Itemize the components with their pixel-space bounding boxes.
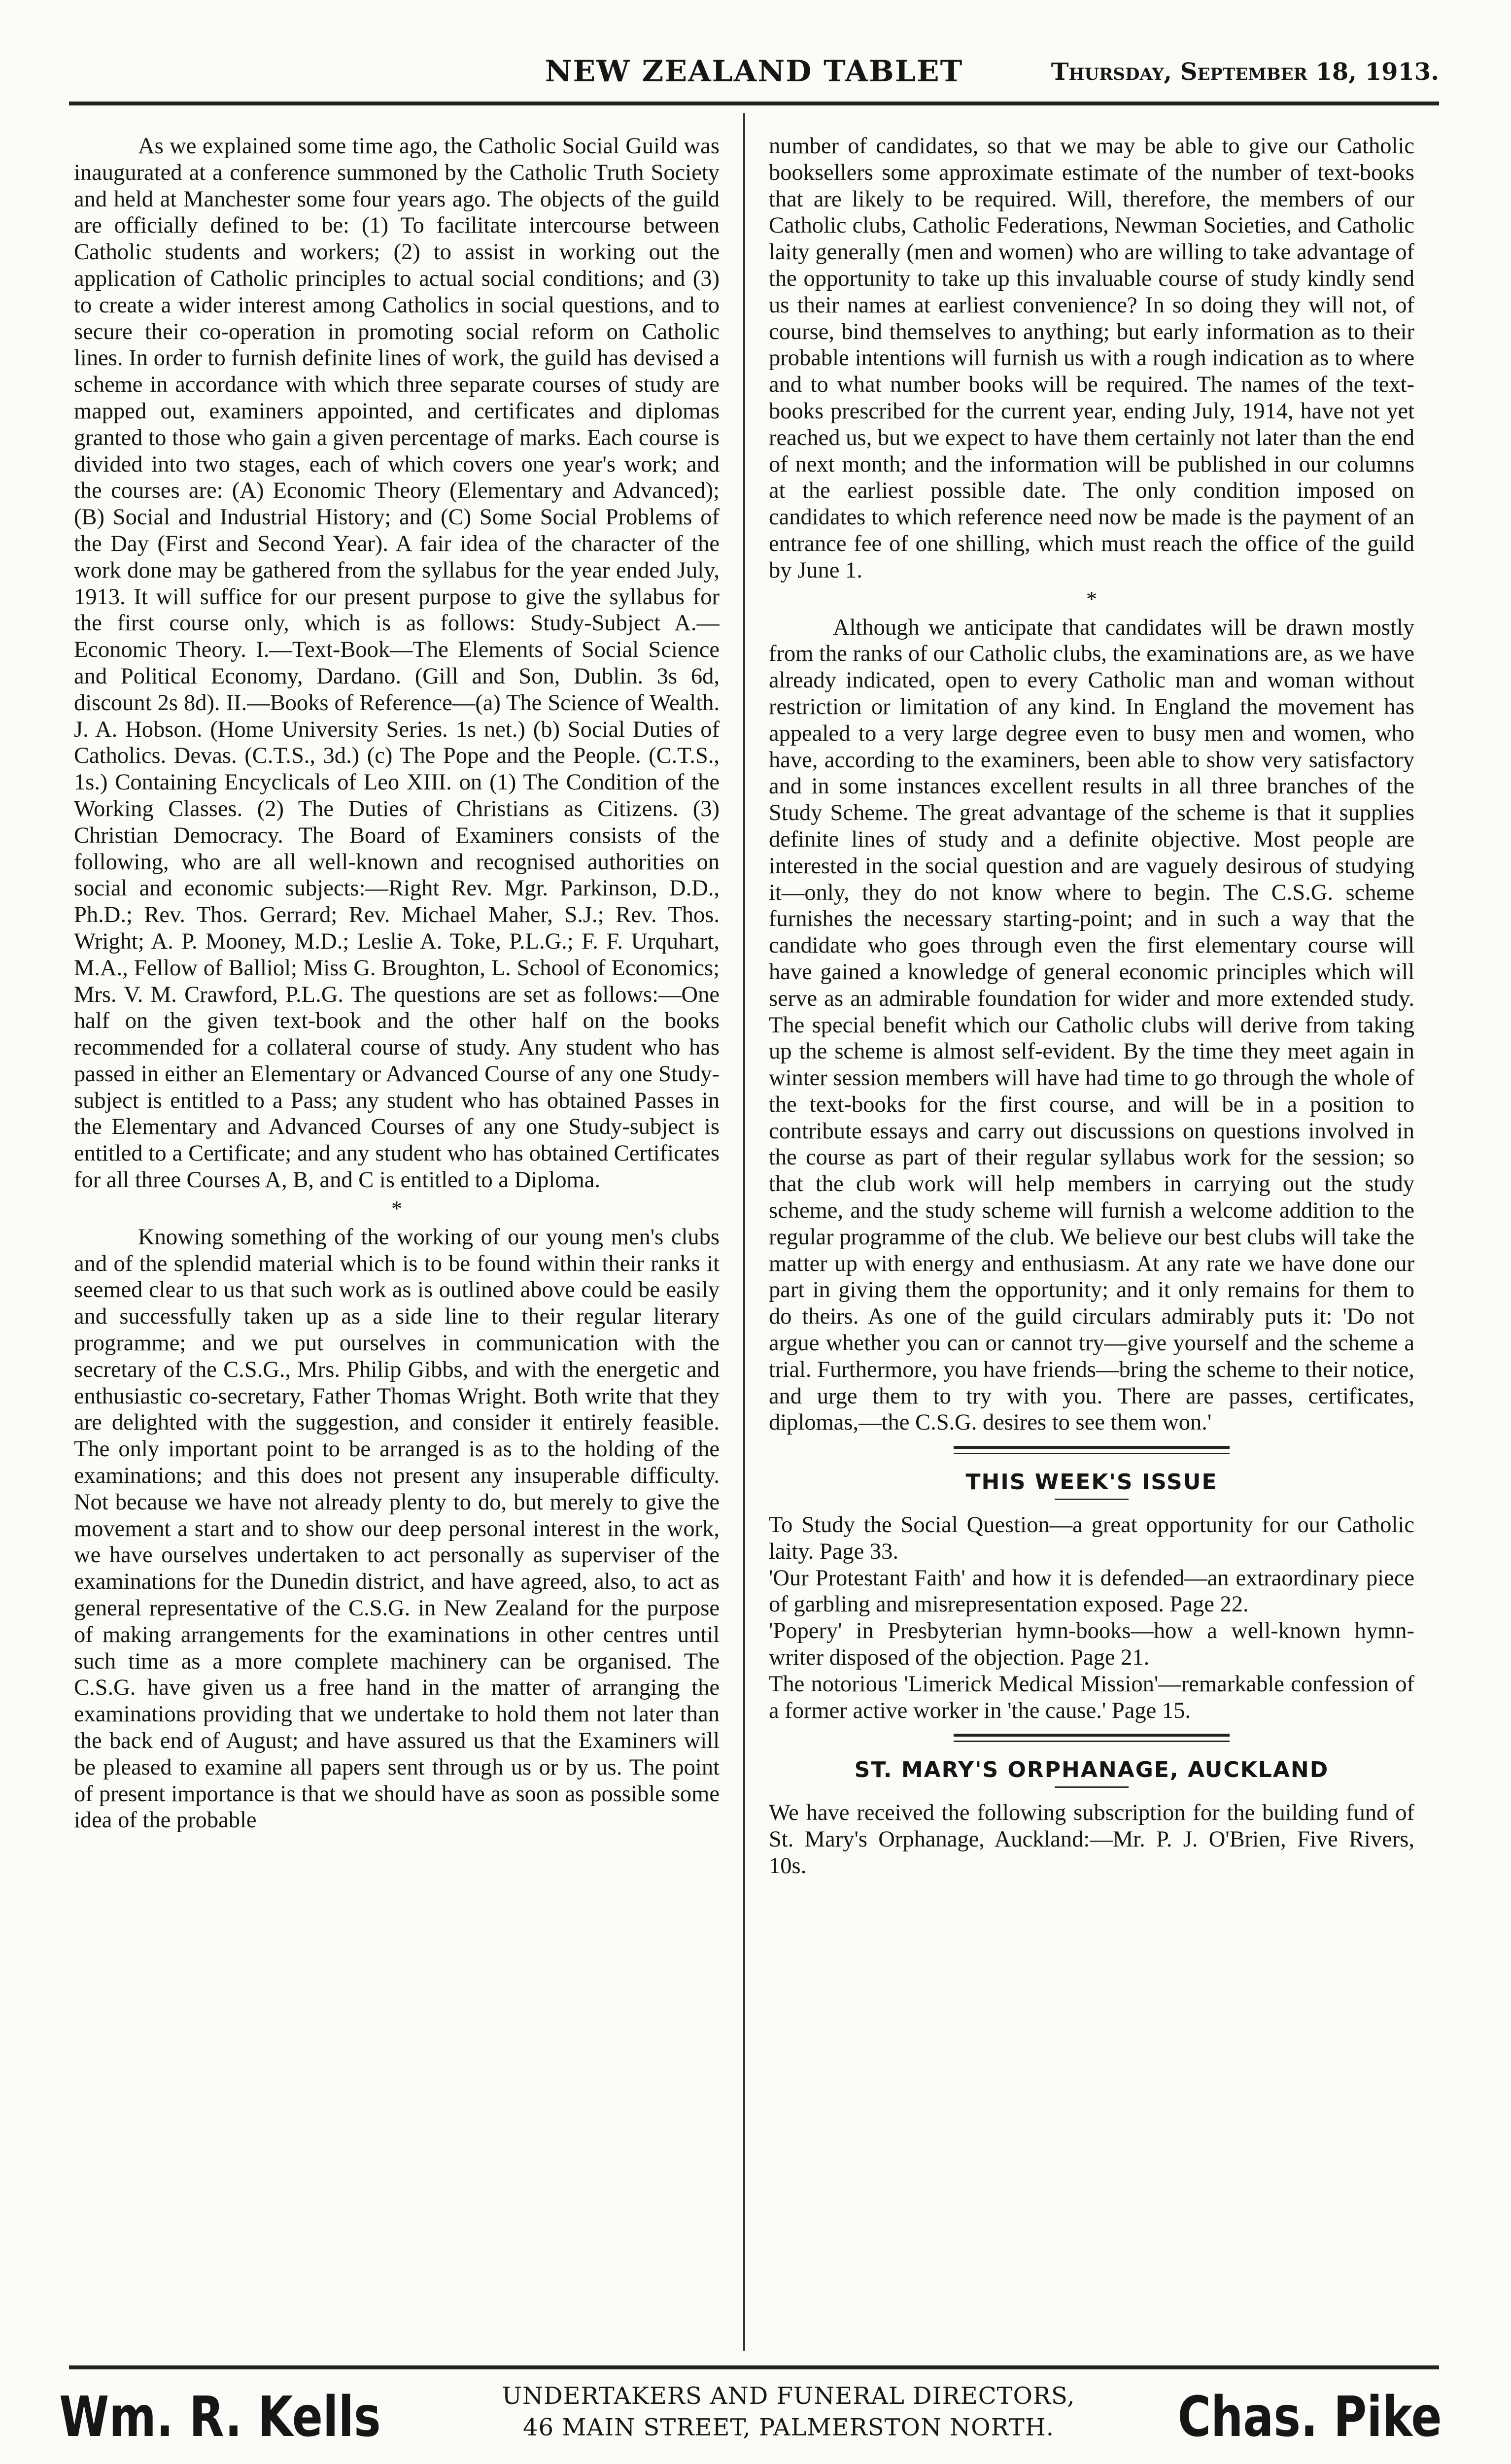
right-column xyxy=(769,133,1414,2351)
section-star: * xyxy=(391,1196,402,1221)
advert-center xyxy=(444,2380,1133,2443)
issue-item: 'Our Protestant Faith' and how it is defended—an extraordinary piece of garbling and misrepresentation exposed. Page 22. xyxy=(769,1565,1414,1617)
this-weeks-issue-heading: THIS WEEK'S ISSUE xyxy=(965,1470,1218,1495)
advert-line: 46 MAIN STREET, PALMERSTON NORTH. xyxy=(522,2414,1054,2441)
left-column xyxy=(74,133,720,2351)
orphanage-heading: ST. MARY'S ORPHANAGE, AUCKLAND xyxy=(854,1757,1329,1783)
section-rule xyxy=(954,1734,1230,1742)
dateline: Thursday, September 18, 1913. xyxy=(1051,58,1439,86)
advert-line: UNDERTAKERS AND FUNERAL DIRECTORS, xyxy=(502,2382,1075,2410)
heading-underline xyxy=(1055,1786,1129,1788)
article-paragraph: Although we anticipate that candidates will be drawn mostly from the ranks of our Catholic clubs, the examinations are, as we have already indicated, open to every Catholic man and woman without restriction or limitation of any kind. In England the movement has appealed to a very large degree even to busy men and women, who have, according to the examiners, been able to show very satisfactory and in some instances excellent results in all three branches of the Study Scheme. The great advantage of the scheme is that it supplies definite lines of study and a definite objective. Most people are interested in the social question and are vaguely desirous of studying it—only, they do not know where to begin. The C.S.G. scheme furnishes the necessary starting-point; and in such a way that the candidate who goes through even the first elementary course will have gained a knowledge of general economic principles which will serve as an admirable foundation for wider and more extended study. The special benefit which our Catholic clubs will derive from taking up the scheme is almost self-evident. By the time they meet again in winter session members will have had time to go through the whole of the text-books for the first course, and will be in a position to contribute essays and carry out discussions on questions involved in the course as part of their regular syllabus work for the session; so that the club work will help members in carrying out the study scheme, and the study scheme will furnish a welcome addition to the regular programme of the club. We believe our best clubs will take the matter up with energy and enthusiasm. At any rate we have done our part in giving them the opportunity; and it only remains for them to do theirs. As one of the guild circulars admirably puts it: 'Do not argue whether you can or cannot try—give yourself and the scheme a trial. Furthermore, you have friends—bring the scheme to their notice, and urge them to try with you. There are passes, certificates, diplomas,—the C.S.G. desires to see them won.' xyxy=(769,615,1414,1436)
advert-name-left: Wm. R. Kells xyxy=(59,2385,381,2449)
column-divider xyxy=(743,113,745,2351)
section-star: * xyxy=(1086,586,1097,611)
issue-item: The notorious 'Limerick Medical Mission'—remarkable confession of a former active worker in 'the cause.' Page 15. xyxy=(769,1671,1414,1723)
issue-item: To Study the Social Question—a great opportunity for our Catholic laity. Page 33. xyxy=(769,1512,1414,1564)
orphanage-paragraph: We have received the following subscription for the building fund of St. Mary's Orphanage, Auckland:—Mr. P. J. O'Brien, Five Rivers, 10s. xyxy=(769,1800,1414,1879)
article-paragraph: As we explained some time ago, the Catholic Social Guild was inaugurated at a conference summoned by the Catholic Truth Society and held at Manchester some four years ago. The objects of the guild are officially defined to be: (1) To facilitate intercourse between Catholic students and workers; (2) to assist in working out the application of Catholic principles to actual social conditions; and (3) to create a wider interest among Catholics in social questions, and to secure their co-operation in promoting social reform on Catholic lines. In order to furnish definite lines of work, the guild has devised a scheme in accordance with which three separate courses of study are mapped out, examiners appointed, and certificates and diplomas granted to those who gain a given percentage of marks. Each course is divided into two stages, each of which covers one year's work; and the courses are: (A) Economic Theory (Elementary and Advanced); (B) Social and Industrial History; and (C) Some Social Problems of the Day (First and Second Year). A fair idea of the character of the work done may be gathered from the syllabus for the year ended July, 1913. It will suffice for our present purpose to give the syllabus for the first course only, which is as follows: Study-Subject A.—Economic Theory. I.—Text-Book—The Elements of Social Science and Political Economy, Dardano. (Gill and Son, Dublin. 3s 6d, discount 2s 8d). II.—Books of Reference—(a) The Science of Wealth. J. A. Hobson. (Home University Series. 1s net.) (b) Social Duties of Catholics. Devas. (C.T.S., 3d.) (c) The Pope and the People. (C.T.S., 1s.) Containing Encyclicals of Leo XIII. on (1) The Condition of the Working Classes. (2) The Duties of Christians as Citizens. (3) Christian Democracy. The Board of Examiners consists of the following, who are all well-known and recognised authorities on social and economic subjects:—Right Rev. Mgr. Parkinson, D.D., Ph.D.; Rev. Thos. Gerrard; Rev. Michael Maher, S.J.; Rev. Thos. Wright; A. P. Mooney, M.D.; Leslie A. Toke, P.L.G.; F. F. Urquhart, M.A., Fellow of Balliol; Miss G. Broughton, L. School of Economics; Mrs. V. M. Crawford, P.L.G. The questions are set as follows:—One half on the given text-book and the other half on the books recommended for a collateral course of study. Any student who has passed in either an Elementary or Advanced Course of any one Study-subject is entitled to a Pass; any student who has obtained Passes in the Elementary and Advanced Courses of any one Study-subject is entitled to a Certificate; and any student who has obtained Certificates for all three Courses A, B, and C is entitled to a Diploma. xyxy=(74,134,720,1193)
heading-underline xyxy=(1055,1499,1129,1500)
section-rule xyxy=(954,1446,1230,1454)
advert-top-rule xyxy=(69,2365,1439,2369)
article-paragraph: number of candidates, so that we may be able to give our Catholic booksellers some approximate estimate of the number of text-books that are likely to be required. Will, therefore, the members of our Catholic clubs, Catholic Federations, Newman Societies, and Catholic laity generally (men and women) who are willing to take advantage of the opportunity to take up this invaluable course of study kindly send us their names at earliest convenience? In so doing they will not, of course, bind themselves to anything; but early information as to their probable intentions will furnish us with a rough indication as to where and to what number books will be required. The names of the text-books prescribed for the current year, ending July, 1914, have not yet reached us, but we expect to have them certainly not later than the end of next month; and the information will be published in our columns at the earliest possible date. The only condition imposed on candidates to which reference need now be made is the payment of an entrance fee of one shilling, which must reach the office of the guild by June 1. xyxy=(769,134,1414,583)
masthead: NEW ZEALAND TABLET xyxy=(545,54,963,89)
issue-item: 'Popery' in Presbyterian hymn-books—how a well-known hymn-writer disposed of the objection. Page 21. xyxy=(769,1618,1414,1671)
advert-name-right: Chas. Pike xyxy=(1178,2385,1442,2449)
page-header xyxy=(69,54,1439,94)
header-rule xyxy=(69,102,1439,105)
article-paragraph: Knowing something of the working of our young men's clubs and of the splendid material which is to be found within their ranks it seemed clear to us that such work as is outlined above could be easily and successfully taken up as a side line to their regular literary programme; and we put ourselves in communication with the secretary of the C.S.G., Mrs. Philip Gibbs, and with the energetic and enthusiastic co-secretary, Father Thomas Wright. Both write that they are delighted with the suggestion, and consider it entirely feasible. The only important point to be arranged is as to the holding of the examinations; and this does not present any insuperable difficulty. Not because we have not already plenty to do, but merely to give the movement a start and to show our deep personal interest in the work, we have ourselves undertaken to act personally as superviser of the examinations for the Dunedin district, and have agreed, also, to act as general representative of the C.S.G. in New Zealand for the purpose of making arrangements for the examinations in other centres until such time as a more complete machinery can be organised. The C.S.G. have given us a free hand in the matter of arranging the examinations providing that we undertake to hold them not later than the back end of August; and have assured us that the Examiners will be pleased to examine all papers sent through us or by us. The point of present importance is that we should have as soon as possible some idea of the probable xyxy=(74,1224,720,1833)
